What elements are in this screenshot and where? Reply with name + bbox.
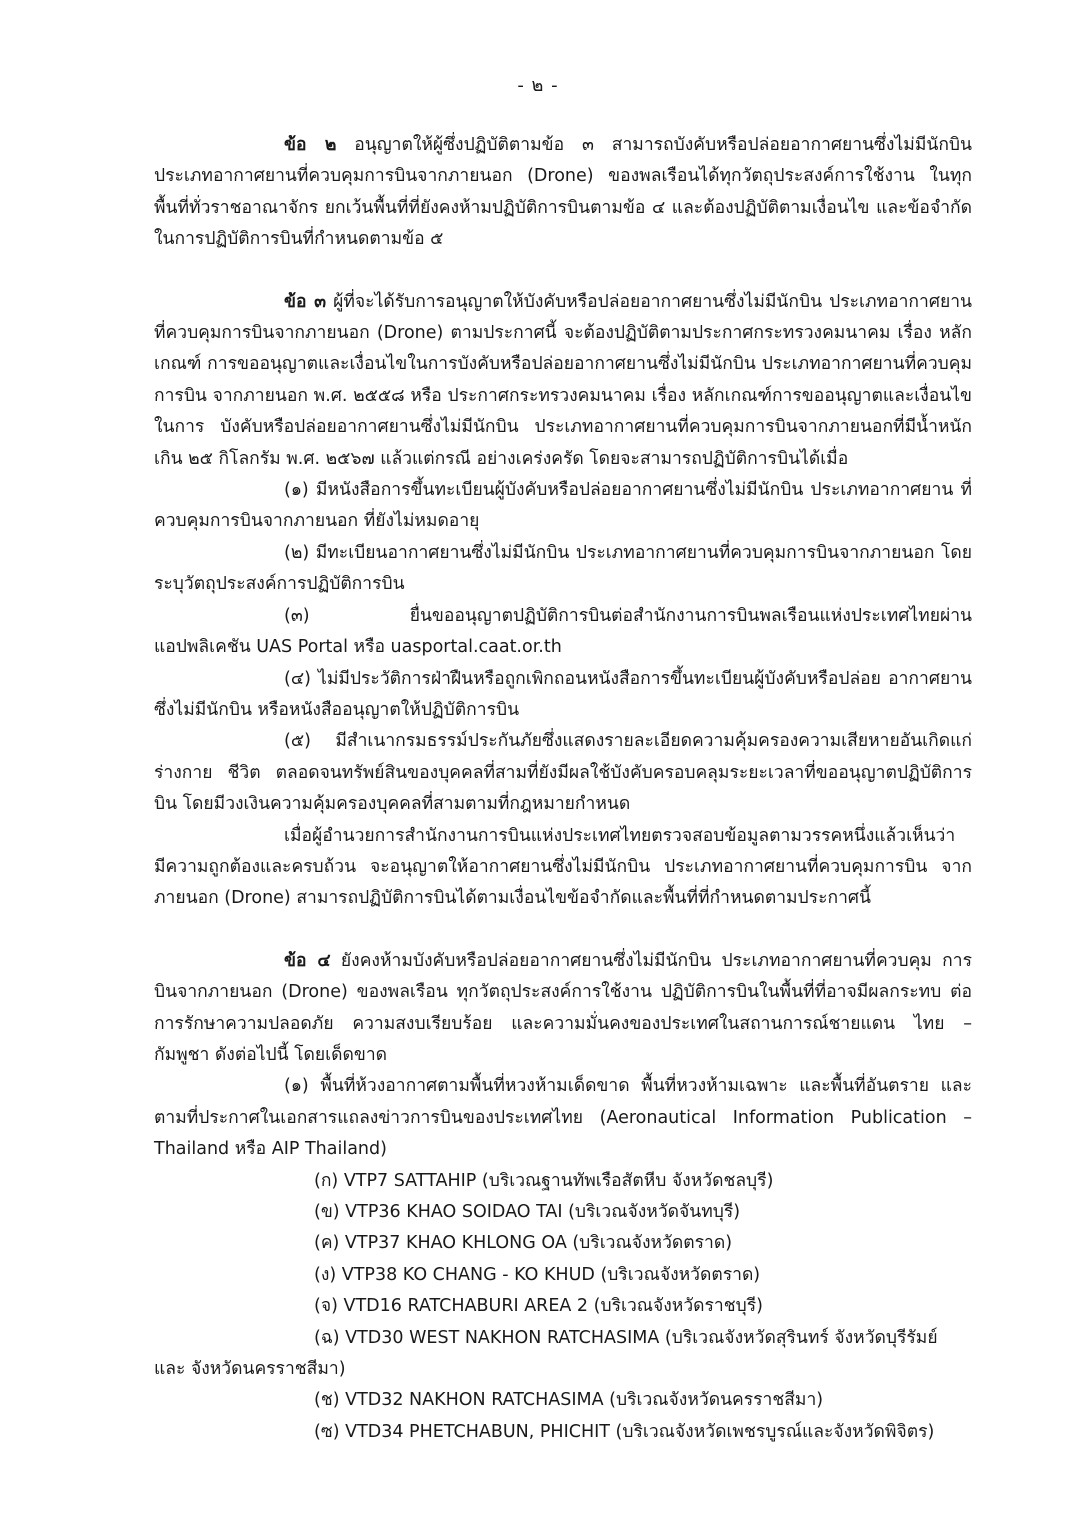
clause-4 [154,946,972,1072]
restricted-area-item: (ก) VTP7 SATTAHIP (บริเวณฐานทัพเรือสัตหีบ จังหวัดชลบุรี) [314,1170,774,1191]
restricted-area-item: (ค) VTP37 KHAO KHLONG OA (บริเวณจังหวัดตราด) [314,1233,733,1254]
restricted-area-item: (ช) VTD32 NAKHON RATCHASIMA (บริเวณจังหวัดนครราชสีมา) [314,1390,824,1411]
clause-2-text: อนุญาตให้ผู้ซึ่งปฏิบัติตามข้อ ๓ สามารถบังคับหรือปล่อยอากาศยานซึ่งไม่มีนักบิน ประเภทอากาศยานที่ควบคุมการบินจากภายนอก (Drone) ของพลเรือนได้ทุกวัตถุประสงค์การใช้งาน ในทุกพื้นที่ทั่วราชอาณาจักร ยกเว้นพื้นที่ที่ยังคงห้ามปฏิบัติการบินตามข้อ ๔ และต้องปฏิบัติตามเงื่อนไข และข้อจำกัดในการปฏิบัติการบินที่กำหนดตามข้อ ๕ [154,135,972,250]
clause-3-item-4: (๔) ไม่มีประวัติการฝ่าฝืนหรือถูกเพิกถอนหนังสือการขึ้นทะเบียนผู้บังคับหรือปล่อย อากาศยานซึ่งไม่มีนักบิน หรือหนังสืออนุญาตให้ปฏิบัติการบิน [154,668,972,720]
clause-3-closing: เมื่อผู้อำนวยการสำนักงานการบินแห่งประเทศไทยตรวจสอบข้อมูลตามวรรคหนึ่งแล้วเห็นว่า มีความถูกต้องและครบถ้วน จะอนุญาตให้อากาศยานซึ่งไม่มีนักบิน ประเภทอากาศยานที่ควบคุมการบิน จากภายนอก (Drone) สามารถปฏิบัติการบินได้ตามเงื่อนไขข้อจำกัดและพื้นที่ที่กำหนดตามประกาศนี้ [154,825,972,909]
clause-3-item-1: (๑) มีหนังสือการขึ้นทะเบียนผู้บังคับหรือปล่อยอากาศยานซึ่งไม่มีนักบิน ประเภทอากาศยาน ที่ควบคุมการบินจากภายนอก ที่ยังไม่หมดอายุ [154,480,972,532]
clause-3-item-3: (๓) ยื่นขออนุญาตปฏิบัติการบินต่อสำนักงานการบินพลเรือนแห่งประเทศไทยผ่าน แอปพลิเคชัน UAS Portal หรือ uasportal.caat.or.th [154,605,972,658]
restricted-area-item: (ง) VTP38 KO CHANG - KO KHUD (บริเวณจังหวัดตราด) [314,1264,761,1285]
clause-2 [154,130,972,256]
clause-3-item-5: (๕) มีสำเนากรมธรรม์ประกันภัยซึ่งแสดงรายละเอียดความคุ้มครองความเสียหายอันเกิดแก่ ร่างกาย ชีวิต ตลอดจนทรัพย์สินของบุคคลที่สามที่ยังมีผลใช้บังคับครอบคลุมระยะเวลาที่ขออนุญาตปฏิบัติการบิน โดยมีวงเงินความคุ้มครองบุคคลที่สามตามที่กฎหมายกำหนด [154,731,972,815]
clause-4-heading: ข้อ ๔ [284,950,331,971]
clause-3-heading: ข้อ ๓ [284,291,327,312]
clause-3-text: ผู้ที่จะได้รับการอนุญาตให้บังคับหรือปล่อยอากาศยานซึ่งไม่มีนักบิน ประเภทอากาศยาน ที่ควบคุมการบินจากภายนอก (Drone) ตามประกาศนี้ จะต้องปฏิบัติตามประกาศกระทรวงคมนาคม เรื่อง หลักเกณฑ์ การขออนุญาตและเงื่อนไขในการบังคับหรือปล่อยอากาศยานซึ่งไม่มีนักบิน ประเภทอากาศยานที่ควบคุมการบิน จากภายนอก พ.ศ. ๒๕๕๘ หรือ ประกาศกระทรวงคมนาคม เรื่อง หลักเกณฑ์การขออนุญาตและเงื่อนไขในการ บังคับหรือปล่อยอากาศยานซึ่งไม่มีนักบิน ประเภทอากาศยานที่ควบคุมการบินจากภายนอกที่มีน้ำหนักเกิน ๒๕ กิโลกรัม พ.ศ. ๒๕๖๗ แล้วแต่กรณี อย่างเคร่งครัด โดยจะสามารถปฏิบัติการบินได้เมื่อ [154,291,973,469]
clause-3 [154,287,972,475]
restricted-area-item: (จ) VTD16 RATCHABURI AREA 2 (บริเวณจังหวัดราชบุรี) [314,1296,763,1317]
clause-4-text: ยังคงห้ามบังคับหรือปล่อยอากาศยานซึ่งไม่มีนักบิน ประเภทอากาศยานที่ควบคุม การบินจากภายนอก (Drone) ของพลเรือน ทุกวัตถุประสงค์การใช้งาน ปฏิบัติการบินในพื้นที่ที่อาจมีผลกระทบ ต่อการรักษาความปลอดภัย ความสงบเรียบร้อย และความมั่นคงของประเทศในสถานการณ์ชายแดน ไทย – กัมพูชา ดังต่อไปนี้ โดยเด็ดขาด [154,950,972,1065]
clause-4-sub-1: (๑) พื้นที่ห้วงอากาศตามพื้นที่หวงห้ามเด็ดขาด พื้นที่หวงห้ามเฉพาะ และพื้นที่อันตราย และตามที่ประกาศในเอกสารแถลงข่าวการบินของประเทศไทย (Aeronautical Information Publication – Thailand หรือ AIP Thailand) [154,1076,972,1160]
restricted-area-item: (ข) VTP36 KHAO SOIDAO TAI (บริเวณจังหวัดจันทบุรี) [314,1202,741,1222]
clause-2-heading: ข้อ ๒ [284,135,337,155]
clause-3-item-2: (๒) มีทะเบียนอากาศยานซึ่งไม่มีนักบิน ประเภทอากาศยานที่ควบคุมการบินจากภายนอก โดยระบุวัตถุประสงค์การปฏิบัติการบิน [154,542,972,595]
restricted-area-item: (ฉ) VTD30 WEST NAKHON RATCHASIMA (บริเวณจังหวัดสุรินทร์ จังหวัดบุรีรัมย์ และ จังหวัดนครราชสีมา) [154,1327,938,1380]
document-body [154,130,972,1448]
restricted-area-item: (ซ) VTD34 PHETCHABUN, PHICHIT (บริเวณจังหวัดเพชรบูรณ์และจังหวัดพิจิตร) [314,1421,935,1442]
page-number: - ๒ - [517,75,559,96]
